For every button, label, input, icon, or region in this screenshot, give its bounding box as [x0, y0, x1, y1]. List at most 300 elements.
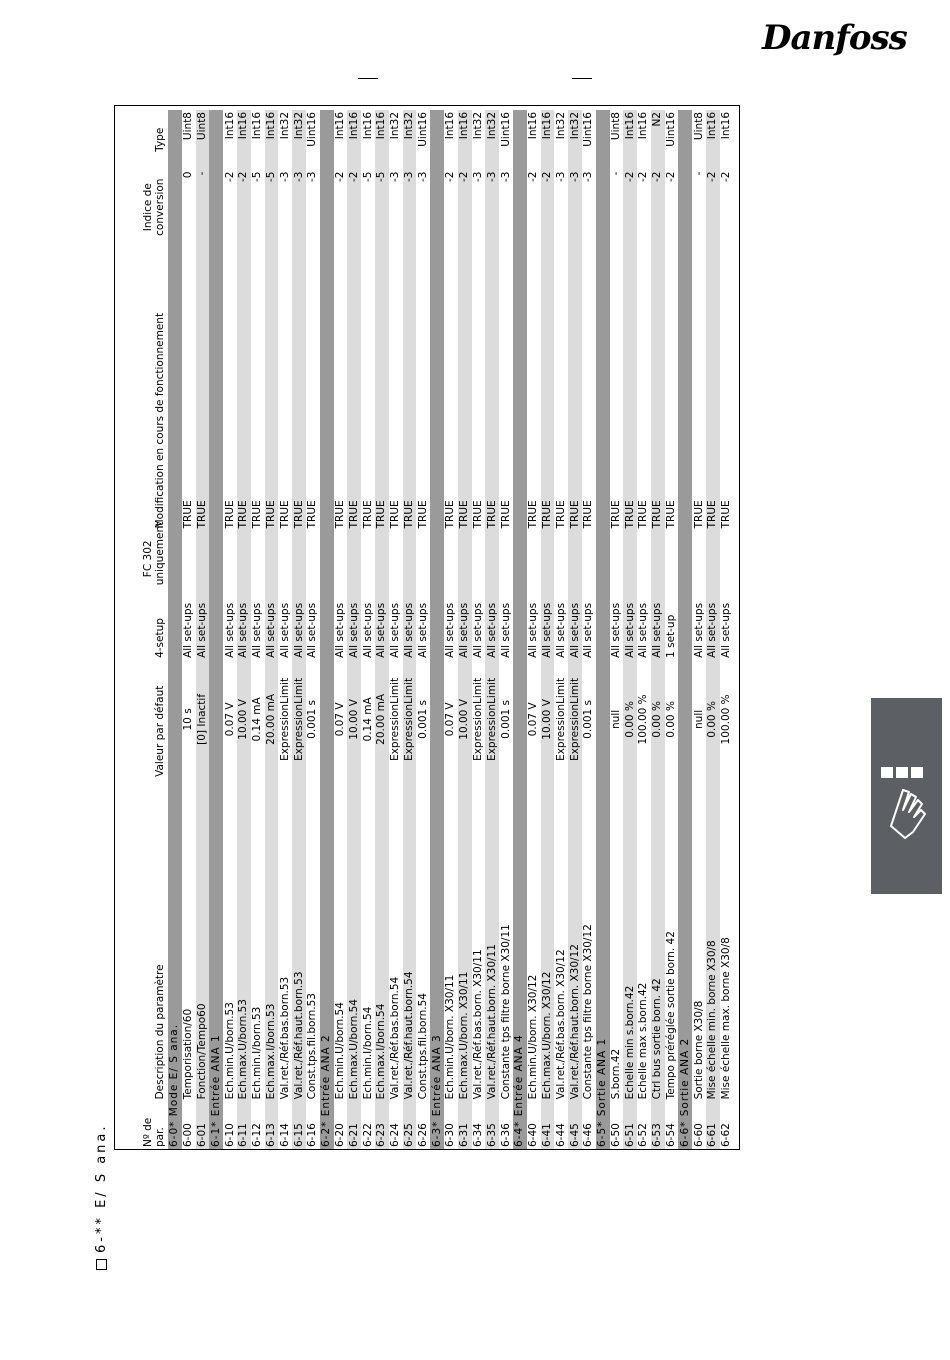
table-row [196, 110, 210, 1149]
cell-setup: All set-ups [706, 587, 720, 660]
header-default: Valeur par défaut [154, 685, 166, 777]
table-row [623, 110, 637, 1149]
cell-setup: All set-ups [306, 602, 319, 658]
cell-par-no: 6-50 [609, 1123, 622, 1147]
cell-setup: All set-ups [223, 602, 236, 658]
chapter-side-tab [871, 698, 942, 894]
cell-fc302 [237, 530, 251, 587]
cell-type: Int32 [278, 112, 291, 140]
cell-par-no: 6-36 [499, 1123, 512, 1147]
table-row [720, 110, 734, 1149]
cell-type: Int32 [292, 110, 306, 170]
cell-setup: All set-ups [278, 602, 291, 658]
cell-setup: All set-ups [416, 602, 429, 658]
cell-conversion-index: -2 [444, 171, 457, 183]
cell-conversion-index: -2 [623, 170, 637, 245]
cell-change-running: TRUE [306, 500, 319, 529]
cell-setup: All set-ups [237, 587, 251, 660]
cell-par-no: 6-00 [182, 1123, 195, 1147]
cell-setup: All set-ups [692, 602, 705, 658]
cell-par-no: 6-13 [265, 1101, 279, 1149]
cell-type: Int16 [527, 112, 540, 140]
cell-conversion-index: -2 [637, 171, 650, 183]
cell-description: Ech.max.I/born.54 [375, 779, 389, 1102]
cell-default-value: 0.07 V [527, 702, 540, 737]
cell-par-no: 6-61 [706, 1101, 720, 1149]
cell-type: Int32 [389, 112, 402, 140]
cell-conversion-index: - [692, 171, 705, 176]
cell-par-no: 6-12 [251, 1123, 264, 1147]
cell-type: Uint16 [665, 112, 678, 147]
cell-setup: All set-ups [527, 602, 540, 658]
cell-par-no: 6-14 [278, 1123, 291, 1147]
cell-conversion-index: -3 [471, 171, 484, 183]
table-row [361, 110, 375, 1149]
cell-par-no: 6-31 [458, 1101, 472, 1149]
rotated-table-container [116, 110, 737, 1149]
table-row [265, 110, 279, 1149]
cell-change-running: TRUE [568, 245, 582, 531]
cell-type: Int32 [403, 110, 417, 170]
cell-par-no: 6-23 [375, 1101, 389, 1149]
cell-default-value: 0.14 mA [361, 697, 374, 742]
table-row [458, 110, 472, 1149]
cell-type: Uint16 [306, 112, 319, 147]
cell-default-value: ExpressionLimit [403, 660, 417, 779]
table-row [665, 110, 679, 1149]
table-row [182, 110, 196, 1149]
cell-par-no: 6-51 [623, 1101, 637, 1149]
cell-setup: All set-ups [568, 587, 582, 660]
table-row [472, 110, 486, 1149]
cell-type: Int16 [706, 110, 720, 170]
cell-fc302 [527, 530, 541, 587]
cell-fc302 [334, 530, 348, 587]
table-row [334, 110, 348, 1149]
table-header-row [116, 110, 168, 1149]
parameter-table-frame [114, 105, 740, 1150]
cell-fc302 [610, 530, 624, 587]
cell-fc302 [665, 530, 679, 587]
cell-par-no: 6-24 [389, 1123, 402, 1147]
cell-change-running: TRUE [292, 245, 306, 531]
cell-setup: All set-ups [582, 602, 595, 658]
header-dash-right [572, 78, 592, 79]
cell-change-running: TRUE [665, 500, 678, 529]
table-row [692, 110, 706, 1149]
cell-conversion-index: -5 [265, 170, 279, 245]
cell-fc302 [375, 530, 389, 587]
cell-conversion-index: 0 [182, 171, 195, 179]
cell-description: Ech.min.U/born.53 [223, 1002, 236, 1100]
cell-setup: All set-ups [609, 602, 622, 658]
cell-fc302 [182, 530, 196, 587]
cell-setup: All set-ups [292, 587, 306, 660]
cell-type: Int32 [568, 110, 582, 170]
cell-default-value: 0.07 V [444, 702, 457, 737]
group-header-row [209, 110, 223, 1149]
table-body [168, 110, 734, 1149]
table-row [375, 110, 389, 1149]
table-row [610, 110, 624, 1149]
group-header-row [168, 110, 182, 1149]
cell-change-running: TRUE [637, 500, 650, 529]
cell-change-running: TRUE [333, 500, 346, 529]
cell-setup: All set-ups [403, 587, 417, 660]
cell-fc302 [265, 530, 279, 587]
cell-fc302 [444, 530, 458, 587]
header-dash-left [358, 78, 378, 79]
cell-default-value: 0.00 % [623, 660, 637, 779]
cell-type: Int32 [485, 110, 499, 170]
cell-par-no: 6-15 [292, 1101, 306, 1149]
table-row [568, 110, 582, 1149]
cell-type: Int16 [361, 112, 374, 140]
cell-default-value: 20.00 mA [265, 660, 279, 779]
cell-default-value: 0.00 % [665, 701, 678, 738]
cell-default-value: ExpressionLimit [278, 677, 291, 761]
cell-fc302 [251, 530, 265, 587]
cell-par-no: 6-45 [568, 1101, 582, 1149]
cell-setup: 1 set-up [665, 614, 678, 658]
table-row [251, 110, 265, 1149]
cell-description: Ech.min.U/born. X30/11 [444, 974, 457, 1100]
cell-change-running: TRUE [278, 500, 291, 529]
cell-description: Mise échelle min. borne X30/8 [706, 779, 720, 1102]
cell-change-running: TRUE [182, 500, 195, 529]
cell-type: Int16 [265, 110, 279, 170]
cell-conversion-index: -2 [665, 171, 678, 183]
header-setup: 4-setup [154, 618, 166, 658]
cell-par-no: 6-54 [665, 1123, 678, 1147]
cell-conversion-index: -2 [706, 170, 720, 245]
cell-change-running: TRUE [692, 500, 705, 529]
cell-setup: All set-ups [196, 587, 210, 660]
cell-conversion-index: -3 [306, 171, 319, 183]
cell-type: Int16 [637, 112, 650, 140]
cell-description: Ech.max.U/born.54 [347, 779, 361, 1102]
cell-type: Int16 [237, 110, 251, 170]
cell-type: Int32 [554, 112, 567, 140]
cell-type: Int16 [541, 110, 555, 170]
cell-setup: All set-ups [182, 602, 195, 658]
cell-par-no: 6-25 [403, 1101, 417, 1149]
group-title: 6-2* Entrée ANA 2 [320, 110, 334, 1149]
parameter-table [116, 110, 734, 1149]
cell-type: Uint16 [582, 112, 595, 147]
cell-fc302 [403, 530, 417, 587]
cell-default-value: ExpressionLimit [292, 660, 306, 779]
cell-setup: All set-ups [471, 602, 484, 658]
cell-setup: All set-ups [651, 587, 665, 660]
cell-description: Echelle min s.born.42 [623, 779, 637, 1102]
table-row [499, 110, 513, 1149]
cell-type: Int16 [375, 110, 389, 170]
cell-type: Int16 [720, 112, 733, 140]
cell-default-value: 10.00 V [541, 660, 555, 779]
cell-description: S.born.42 [609, 1048, 622, 1100]
cell-par-no: 6-44 [554, 1123, 567, 1147]
cell-par-no: 6-22 [361, 1123, 374, 1147]
group-title: 6-1* Entrée ANA 1 [209, 110, 223, 1149]
cell-change-running: TRUE [223, 500, 236, 529]
cell-description: Ech.min.I/born.54 [361, 1006, 374, 1100]
cell-default-value: 10.00 V [237, 660, 251, 779]
cell-setup: All set-ups [720, 602, 733, 658]
cell-change-running: TRUE [554, 500, 567, 529]
cell-conversion-index: -3 [416, 171, 429, 183]
cell-change-running: TRUE [706, 245, 720, 531]
cell-default-value: 20.00 mA [375, 660, 389, 779]
cell-conversion-index: -3 [582, 171, 595, 183]
cell-par-no: 6-20 [333, 1123, 346, 1147]
cell-conversion-index: -5 [361, 171, 374, 183]
cell-type: Int16 [251, 112, 264, 140]
cell-setup: All set-ups [347, 587, 361, 660]
danfoss-logo: Danfoss [762, 18, 907, 58]
cell-default-value: 0.001 s [582, 699, 595, 739]
cell-description: Val.ret./Réf.haut.born. X30/11 [485, 779, 499, 1102]
cell-change-running: TRUE [444, 500, 457, 529]
group-header-row [678, 110, 692, 1149]
cell-fc302 [416, 530, 430, 587]
cell-fc302 [623, 530, 637, 587]
cell-description: Mise échelle max. borne X30/8 [720, 937, 733, 1100]
checkbox-square-icon [96, 1259, 107, 1270]
cell-change-running: TRUE [375, 245, 389, 531]
cell-conversion-index: -3 [389, 171, 402, 183]
cell-change-running: TRUE [265, 245, 279, 531]
cell-description: Ech.max.U/born. X30/11 [458, 779, 472, 1102]
group-title: 6-5* Sortie ANA 1 [596, 110, 610, 1149]
table-row [637, 110, 651, 1149]
cell-description: Ech.min.I/born.53 [251, 1006, 264, 1100]
table-row [347, 110, 361, 1149]
cell-change-running: TRUE [623, 245, 637, 531]
cell-default-value: 0.07 V [223, 702, 236, 737]
cell-change-running: TRUE [471, 500, 484, 529]
cell-fc302 [472, 530, 486, 587]
cell-conversion-index: -3 [554, 171, 567, 183]
group-header-row [430, 110, 444, 1149]
cell-change-running: TRUE [527, 500, 540, 529]
cell-default-value: 0.001 s [499, 699, 512, 739]
header-conversion: Indice de conversion [142, 178, 166, 236]
cell-default-value: null [692, 709, 705, 729]
cell-fc302 [637, 530, 651, 587]
cell-fc302 [720, 530, 734, 587]
cell-setup: All set-ups [444, 602, 457, 658]
table-row [223, 110, 237, 1149]
cell-conversion-index: -2 [333, 171, 346, 183]
cell-description: Temporisation/60 [182, 1008, 195, 1100]
cell-conversion-index: -2 [458, 170, 472, 245]
cell-conversion-index: -2 [223, 171, 236, 183]
cell-conversion-index: -3 [403, 170, 417, 245]
cell-default-value: ExpressionLimit [389, 677, 402, 761]
group-title: 6-3* Entrée ANA 3 [430, 110, 444, 1149]
group-title: 6-4* Entrée ANA 4 [513, 110, 527, 1149]
cell-fc302 [347, 530, 361, 587]
cell-type: Int16 [223, 112, 236, 140]
cell-default-value: 0.00 % [706, 660, 720, 779]
cell-change-running: TRUE [458, 245, 472, 531]
cell-default-value: ExpressionLimit [554, 677, 567, 761]
cell-fc302 [306, 530, 320, 587]
cell-fc302 [499, 530, 513, 587]
cell-description: Const.tps.fil.born.53 [306, 993, 319, 1100]
cell-conversion-index: -3 [499, 171, 512, 183]
cell-conversion-index: -3 [292, 170, 306, 245]
cell-setup: All set-ups [637, 602, 650, 658]
cell-conversion-index: -2 [237, 170, 251, 245]
cell-fc302 [485, 530, 499, 587]
cell-description: Sortie borne X30/8 [692, 1000, 705, 1100]
cell-default-value: 0.00 % [651, 660, 665, 779]
cell-par-no: 6-35 [485, 1101, 499, 1149]
cell-type: Uint8 [182, 112, 195, 141]
cell-description: Ech.max.I/born.53 [265, 779, 279, 1102]
cell-par-no: 6-01 [196, 1101, 210, 1149]
cell-setup: All set-ups [623, 587, 637, 660]
cell-fc302 [223, 530, 237, 587]
cell-change-running: TRUE [582, 500, 595, 529]
table-row [651, 110, 665, 1149]
table-row [541, 110, 555, 1149]
cell-par-no: 6-11 [237, 1101, 251, 1149]
cell-fc302 [651, 530, 665, 587]
cell-type: Int16 [333, 112, 346, 140]
cell-conversion-index: -2 [541, 170, 555, 245]
cell-conversion-index: -2 [651, 170, 665, 245]
group-header-row [513, 110, 527, 1149]
header-change: Modification en cours de fonctionnement [154, 312, 166, 529]
cell-default-value: ExpressionLimit [471, 677, 484, 761]
cell-default-value: 0.001 s [416, 699, 429, 739]
cell-par-no: 6-46 [582, 1123, 595, 1147]
cell-default-value: 100.00 % [637, 694, 650, 745]
cell-setup: All set-ups [361, 602, 374, 658]
cell-conversion-index: -3 [485, 170, 499, 245]
cell-setup: All set-ups [375, 587, 389, 660]
cell-default-value: 10 s [182, 708, 195, 731]
cell-default-value: 10.00 V [458, 660, 472, 779]
cell-conversion-index: -5 [375, 170, 389, 245]
cell-description: Val.ret./Réf.haut.born.54 [403, 779, 417, 1102]
cell-default-value: 10.00 V [347, 660, 361, 779]
cell-description: Ech.min.U/born. X30/12 [527, 974, 540, 1100]
cell-par-no: 6-26 [416, 1123, 429, 1147]
cell-conversion-index: -3 [278, 171, 291, 183]
cell-conversion-index: -2 [347, 170, 361, 245]
cell-setup: All set-ups [554, 602, 567, 658]
cell-type: Int16 [458, 110, 472, 170]
cell-description: Val.ret./Réf.bas.born.54 [389, 976, 402, 1100]
cell-par-no: 6-40 [527, 1123, 540, 1147]
cell-change-running: TRUE [720, 500, 733, 529]
cell-fc302 [554, 530, 568, 587]
cell-fc302 [692, 530, 706, 587]
table-row [403, 110, 417, 1149]
cell-fc302 [196, 530, 210, 587]
cell-default-value: 100.00 % [720, 694, 733, 745]
cell-fc302 [292, 530, 306, 587]
cell-description: Const.tps.fil.born.54 [416, 993, 429, 1100]
cell-setup: All set-ups [251, 602, 264, 658]
header-description: Description du paramètre [154, 964, 166, 1100]
section-title: 6-** E/ S ana. [94, 1123, 109, 1270]
cell-default-value: 0.14 mA [251, 697, 264, 742]
cell-description: Ech.min.U/born.54 [333, 1002, 346, 1100]
cell-setup: All set-ups [541, 587, 555, 660]
cell-change-running: TRUE [251, 500, 264, 529]
cell-setup: All set-ups [389, 602, 402, 658]
cell-change-running: TRUE [609, 500, 622, 529]
cell-type: Int16 [444, 112, 457, 140]
cell-default-value: [0] Inactif [196, 660, 210, 779]
table-row [582, 110, 596, 1149]
group-title: 6-0* Mode E/ S ana. [168, 110, 182, 1149]
table-row [444, 110, 458, 1149]
cell-description: Fonction/Tempo60 [196, 779, 210, 1102]
cell-par-no: 6-34 [471, 1123, 484, 1147]
cell-description: Constante tps filtre borne X30/11 [499, 924, 512, 1100]
cell-conversion-index: - [609, 171, 622, 176]
cell-fc302 [278, 530, 292, 587]
cell-par-no: 6-62 [720, 1123, 733, 1147]
cell-type: Int32 [471, 112, 484, 140]
cell-type: Uint16 [416, 112, 429, 147]
cell-description: Val.ret./Réf.haut.born. X30/12 [568, 779, 582, 1102]
header-fc302: FC 302 uniquement [142, 521, 166, 586]
cell-description: Val.ret./Réf.bas.born. X30/12 [554, 949, 567, 1100]
table-row [527, 110, 541, 1149]
header-par-no: Nº de par. [142, 1117, 166, 1147]
cell-par-no: 6-10 [223, 1123, 236, 1147]
cell-change-running: TRUE [499, 500, 512, 529]
table-row [237, 110, 251, 1149]
cell-conversion-index: -2 [720, 171, 733, 183]
cell-description: Tempo préréglée sortie born. 42 [665, 931, 678, 1100]
cell-par-no: 6-30 [444, 1123, 457, 1147]
cell-description: Ech.max.U/born. X30/12 [541, 779, 555, 1102]
table-row [278, 110, 292, 1149]
cell-default-value: null [609, 709, 622, 729]
cell-default-value: 0.07 V [333, 702, 346, 737]
cell-change-running: TRUE [403, 245, 417, 531]
cell-par-no: 6-53 [651, 1101, 665, 1149]
cell-fc302 [582, 530, 596, 587]
cell-conversion-index: -3 [568, 170, 582, 245]
cell-par-no: 6-60 [692, 1123, 705, 1147]
table-row [416, 110, 430, 1149]
cell-setup: All set-ups [333, 602, 346, 658]
hand-pointer-icon [871, 698, 942, 894]
cell-change-running: TRUE [651, 245, 665, 531]
cell-change-running: TRUE [416, 500, 429, 529]
cell-fc302 [458, 530, 472, 587]
cell-setup: All set-ups [265, 587, 279, 660]
cell-change-running: TRUE [361, 500, 374, 529]
cell-change-running: TRUE [237, 245, 251, 531]
cell-change-running: TRUE [541, 245, 555, 531]
cell-setup: All set-ups [485, 587, 499, 660]
cell-description: Constante tps filtre borne X30/12 [582, 924, 595, 1100]
table-row [485, 110, 499, 1149]
cell-conversion-index: - [196, 170, 210, 245]
cell-setup: All set-ups [499, 602, 512, 658]
cell-type: Uint8 [609, 112, 622, 141]
